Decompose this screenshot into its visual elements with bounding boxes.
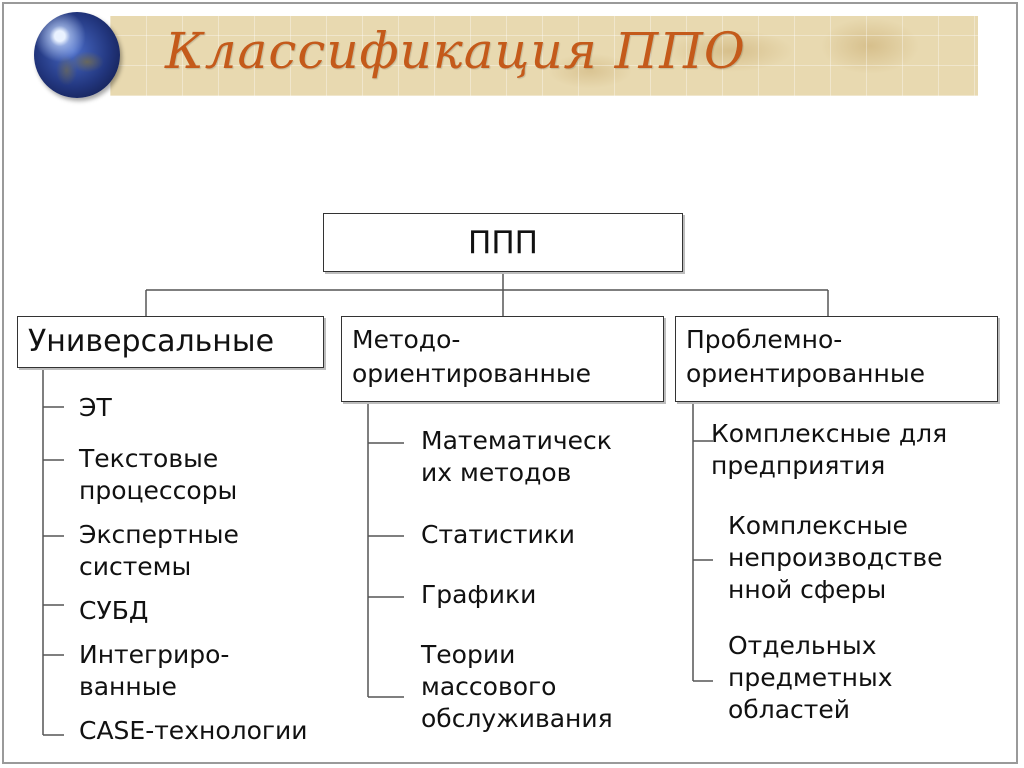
leaf-line: непроизводстве (728, 543, 943, 572)
leaf-line: СУБД (79, 596, 149, 625)
category-problem-oriented (675, 316, 998, 402)
category-universal (17, 316, 324, 368)
leaf-item (728, 510, 943, 606)
leaf-item (79, 715, 308, 747)
leaf-line: Математическ (421, 426, 612, 455)
leaf-item (421, 519, 575, 551)
leaf-line: Текстовые (79, 444, 219, 473)
category-label-line: ориентированные (352, 359, 591, 388)
leaf-line: CASE-технологии (79, 716, 308, 745)
leaf-item (728, 630, 893, 726)
leaf-line: массового (421, 672, 557, 701)
leaf-line: областей (728, 695, 850, 724)
category-method-oriented (341, 316, 664, 402)
category-label-line: ориентированные (686, 359, 925, 388)
root-node-ppp (323, 213, 683, 272)
leaf-line: Комплексные (728, 511, 908, 540)
leaf-line: ванные (79, 672, 177, 701)
leaf-item (79, 595, 148, 627)
leaf-line: Интегриро- (79, 640, 230, 669)
leaf-line: предприятия (711, 451, 886, 480)
leaf-line: Графики (421, 580, 537, 609)
leaf-item (421, 639, 613, 735)
leaf-item (711, 418, 947, 482)
leaf-item (421, 579, 536, 611)
leaf-line: Статистики (421, 520, 576, 549)
leaf-line: предметных (728, 663, 893, 692)
category-label-line: Методо- (352, 325, 461, 354)
leaf-line: ЭТ (79, 393, 112, 422)
leaf-line: Комплексные для (711, 419, 948, 448)
leaf-line: Экспертные (79, 520, 239, 549)
category-label-line: Проблемно- (686, 325, 843, 354)
root-node-label: ППП (468, 224, 538, 261)
leaf-line: обслуживания (421, 704, 613, 733)
leaf-line: системы (79, 552, 192, 581)
leaf-item (79, 443, 237, 507)
leaf-item (79, 392, 112, 424)
leaf-item (421, 425, 612, 489)
leaf-line: процессоры (79, 476, 238, 505)
leaf-line: Отдельных (728, 631, 877, 660)
leaf-line: Теории (421, 640, 516, 669)
slide-title: Классификация ППО (165, 22, 746, 80)
leaf-item (79, 519, 239, 583)
leaf-line: их методов (421, 458, 572, 487)
category-label: Универсальные (28, 324, 275, 359)
leaf-item (79, 639, 229, 703)
leaf-line: нной сферы (728, 575, 887, 604)
